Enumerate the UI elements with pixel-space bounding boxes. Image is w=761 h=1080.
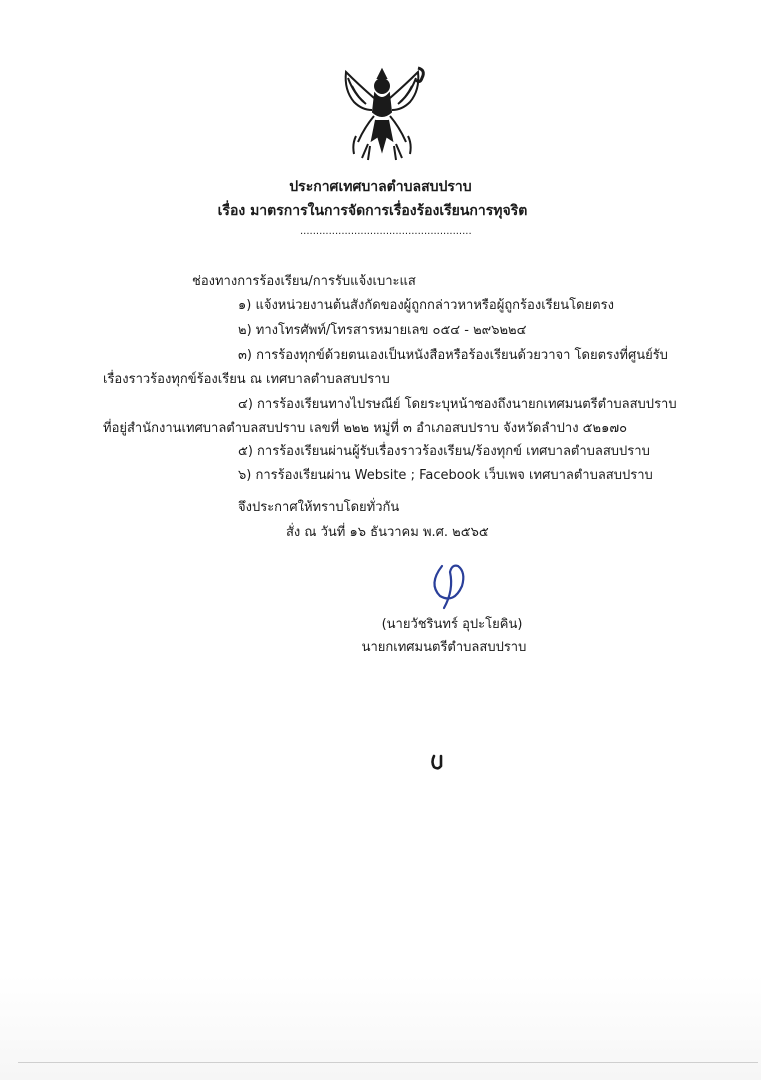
signatory-position: นายกเทศมนตรีตำบลสบปราบ <box>361 640 527 655</box>
page-edge-line <box>18 1062 758 1063</box>
channel-item-2: ๒) ทางโทรศัพท์/โทรสารหมายเลข ๐๕๔ - ๒๙๖๒๒๔ <box>238 323 527 338</box>
channel-item-4-cont: ที่อยู่สำนักงานเทศบาลตำบลสบปราบ เลขที่ ๒๒๒ หมู่ที่ ๓ อำเภอสบปราบ จังหวัดลำปาง ๕๒๑๗๐ <box>103 421 628 436</box>
channel-item-3: ๓) การร้องทุกข์ด้วยตนเองเป็นหนังสือหรือร้องเรียนด้วยวาจา โดยตรงที่ศูนย์รับ <box>238 348 668 363</box>
signature-icon <box>420 560 480 612</box>
document-title: ประกาศเทศบาลตำบลสบปราบ <box>289 179 472 195</box>
channels-intro: ช่องทางการร้องเรียน/การรับแจ้งเบาะแส <box>192 274 416 289</box>
announcement-date: สั่ง ณ วันที่ ๑๖ ธันวาคม พ.ศ. ๒๕๖๕ <box>286 525 489 540</box>
signatory-name: (นายวัชรินทร์ อุปะโยคิน) <box>381 617 523 632</box>
title-separator: ...................................................... <box>300 226 472 237</box>
scan-shade <box>0 975 761 1080</box>
channel-item-1: ๑) แจ้งหน่วยงานต้นสังกัดของผู้ถูกกล่าวหาหรือผู้ถูกร้องเรียนโดยตรง <box>238 298 614 313</box>
closing-statement: จึงประกาศให้ทราบโดยทั่วกัน <box>238 500 400 515</box>
channel-item-4: ๔) การร้องเรียนทางไปรษณีย์ โดยระบุหน้าซองถึงนายกเทศมนตรีตำบลสบปราบ <box>238 397 677 412</box>
channel-item-5: ๕) การร้องเรียนผ่านผู้รับเรื่องราวร้องเรียน/ร้องทุกข์ เทศบาลตำบลสบปราบ <box>238 444 650 459</box>
garuda-emblem-icon <box>334 64 430 164</box>
channel-item-3-cont: เรื่องราวร้องทุกข์ร้องเรียน ณ เทศบาลตำบลสบปราบ <box>103 372 390 387</box>
initial-mark-icon <box>428 752 448 772</box>
channel-item-6: ๖) การร้องเรียนผ่าน Website ; Facebook เว็บเพจ เทศบาลตำบลสบปราบ <box>238 468 653 483</box>
document-subject: เรื่อง มาตรการในการจัดการเรื่องร้องเรียนการทุจริต <box>217 203 528 219</box>
